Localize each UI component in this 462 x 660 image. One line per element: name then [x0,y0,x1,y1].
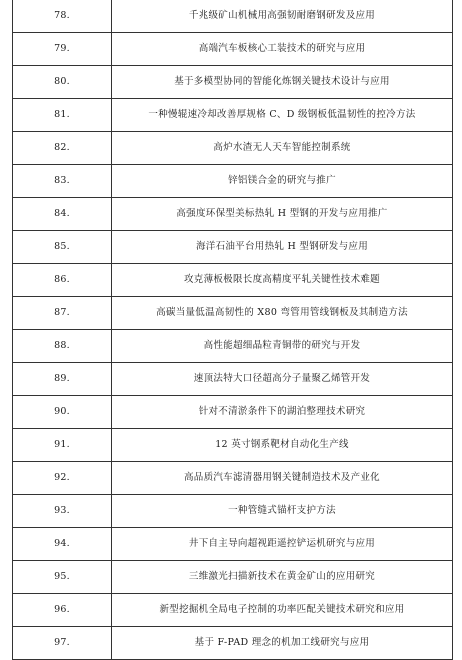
project-title: 高碳当量低温高韧性的 X80 弯管用管线钢板及其制造方法 [112,297,453,330]
row-number: 90. [13,396,112,429]
row-number: 87. [13,297,112,330]
row-number: 81. [13,99,112,132]
row-number: 88. [13,330,112,363]
table-row [13,231,453,264]
project-title: 千兆级矿山机械用高强韧耐磨钢研发及应用 [112,0,453,33]
table-row [13,429,453,462]
table-row [13,198,453,231]
table-row [13,66,453,99]
project-title: 攻克薄板极限长度高精度平轧关键性技术难题 [112,264,453,297]
row-number: 89. [13,363,112,396]
project-title: 基于多模型协同的智能化炼钢关键技术设计与应用 [112,66,453,99]
table-row [13,594,453,627]
table-row [13,33,453,66]
table-row [13,363,453,396]
table-row [13,528,453,561]
project-title: 一种管缝式锚杆支护方法 [112,495,453,528]
table-row [13,561,453,594]
table-row [13,330,453,363]
table-row [13,627,453,660]
project-title: 锌铝镁合金的研究与推广 [112,165,453,198]
project-title: 新型挖掘机全局电子控制的功率匹配关键技术研究和应用 [112,594,453,627]
row-number: 93. [13,495,112,528]
project-title: 高炉水渣无人天车智能控制系统 [112,132,453,165]
table-row [13,495,453,528]
row-number: 86. [13,264,112,297]
table-row [13,396,453,429]
project-title: 高品质汽车滤清器用钢关键制造技术及产业化 [112,462,453,495]
project-title: 一种慢辊速冷却改善厚规格 C、D 级钢板低温韧性的控冷方法 [112,99,453,132]
table-row [13,297,453,330]
table-row [13,165,453,198]
table-row [13,132,453,165]
table-row [13,462,453,495]
row-number: 94. [13,528,112,561]
table-row [13,0,453,33]
project-title: 基于 F-PAD 理念的机加工线研究与应用 [112,627,453,660]
project-title: 海洋石油平台用热轧 H 型钢研发与应用 [112,231,453,264]
row-number: 83. [13,165,112,198]
table-row [13,99,453,132]
row-number: 82. [13,132,112,165]
row-number: 96. [13,594,112,627]
row-number: 97. [13,627,112,660]
project-title: 高端汽车板核心工装技术的研究与应用 [112,33,453,66]
row-number: 79. [13,33,112,66]
project-title: 速顶法特大口径超高分子量聚乙烯管开发 [112,363,453,396]
project-title: 12 英寸钢系靶材自动化生产线 [112,429,453,462]
project-title: 针对不清淤条件下的湖泊整理技术研究 [112,396,453,429]
project-title: 高性能超细晶粒青铜带的研究与开发 [112,330,453,363]
row-number: 85. [13,231,112,264]
row-number: 91. [13,429,112,462]
row-number: 95. [13,561,112,594]
row-number: 84. [13,198,112,231]
row-number: 80. [13,66,112,99]
project-title: 三维激光扫描新技术在黄金矿山的应用研究 [112,561,453,594]
project-title: 高强度环保型美标热轧 H 型钢的开发与应用推广 [112,198,453,231]
row-number: 78. [13,0,112,33]
row-number: 92. [13,462,112,495]
project-list-table [12,0,453,660]
project-title: 井下自主导向超视距遥控铲运机研究与应用 [112,528,453,561]
table-row [13,264,453,297]
